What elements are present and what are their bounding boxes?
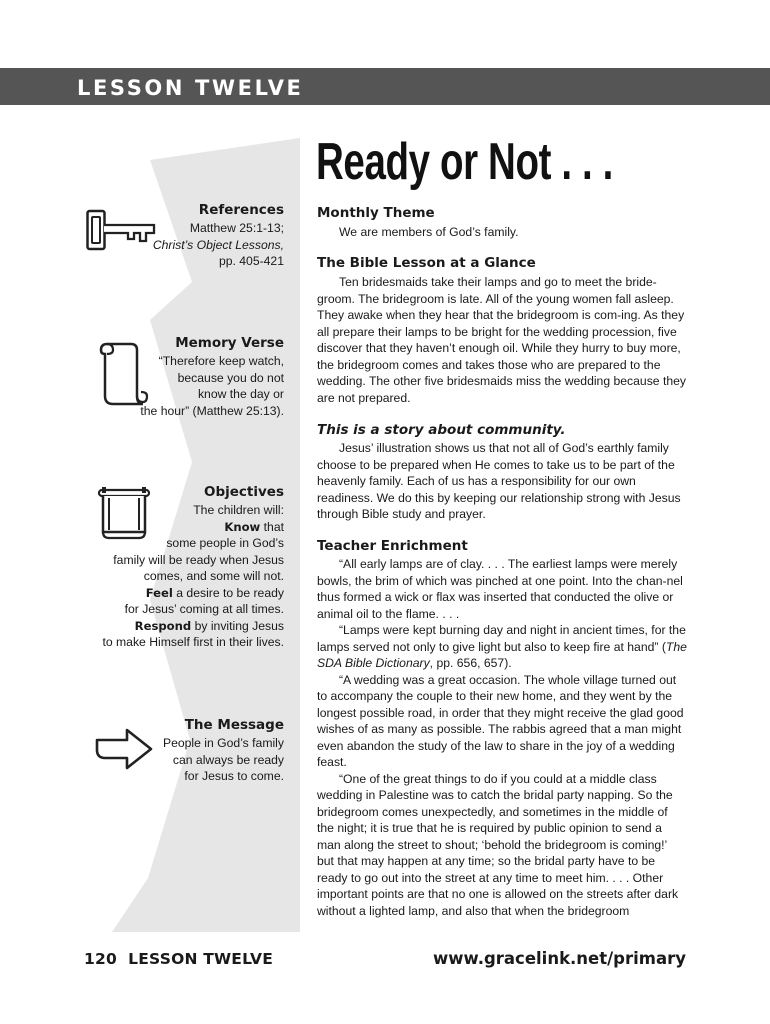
objectives-line: for Jesus’ coming at all times.	[124, 602, 284, 616]
references-heading: References	[198, 202, 284, 218]
message-heading: The Message	[184, 717, 284, 733]
message-line: can always be ready	[172, 752, 284, 767]
enrichment-text-span: , pp. 656, 657).	[429, 656, 512, 670]
objectives-text: a desire to be ready	[172, 585, 284, 600]
book-title: The SDA Bible Dictionary	[317, 639, 687, 670]
objectives-text: that	[260, 519, 284, 534]
memory-verse-line: know the day or	[197, 387, 284, 401]
memory-verse-line: the hour” (Matthew 25:13).	[140, 403, 284, 418]
enrichment-paragraph	[317, 622, 687, 672]
memory-verse-line: “Therefore keep watch,	[158, 354, 284, 368]
glance-text	[317, 274, 687, 406]
message-block	[163, 716, 284, 785]
enrichment-paragraph: “All early lamps are of clay. . . . The earliest lamps were merely bowls, the brim of which was pinched at one point. Into the chan-nel thus formed a wick or flax was inserted that conducted the olive or animal oil to the flame. . . .	[317, 557, 683, 621]
enrichment-paragraph: “One of the great things to do if you could at a middle class wedding in Palestine was to catch the bridal party napping. So the bridegroom comes unexpectedly, and sometimes in the middle of the night; it is true that he is required by public opinion to send a man along the street to shout; ‘behold the bridegroom is coming!’ but that may happen at any time; so the bridal party have to be ready to go out into the street at any time to meet him. . . . Other important points are that no one is allowed on the streets after dark without a lighted lamp, and also that when the bridegroom	[317, 771, 679, 918]
footer-page-label	[84, 950, 273, 968]
objectives-line: some people in God’s	[166, 536, 284, 550]
message-line: for Jesus to come.	[184, 769, 284, 783]
community-text	[317, 440, 687, 523]
memory-verse-line: because you do not	[177, 370, 284, 385]
glance-heading: The Bible Lesson at a Glance	[317, 255, 536, 271]
objectives-line: The children will:	[193, 503, 284, 517]
objectives-line: family will be ready when Jesus	[113, 552, 284, 567]
references-block	[153, 201, 284, 270]
objectives-heading: Objectives	[204, 484, 284, 500]
objectives-line: to make Himself first in their lives.	[102, 635, 284, 649]
respond-label: Respond	[134, 618, 192, 633]
page-number: 120	[84, 950, 117, 968]
memory-verse-block	[140, 334, 284, 419]
objectives-block	[102, 483, 284, 651]
footer-lesson-label: LESSON TWELVE	[128, 950, 273, 968]
monthly-theme-text	[317, 224, 687, 241]
monthly-theme-paragraph: We are members of God’s family.	[339, 225, 519, 239]
enrichment-paragraph: “A wedding was a great occasion. The whole village turned out to accompany the couple to their new home, and they went by the longest possible road, in order that they might receive the glad good wishes of as many as possible. The rabbis agreed that a man might even abandon the study of the law to share in the joy of a wedding feast.	[317, 672, 684, 769]
references-line: Christ’s Object Lessons,	[152, 237, 284, 252]
feel-label: Feel	[145, 585, 173, 600]
page-title: Ready or Not . . .	[316, 133, 613, 191]
objectives-line	[102, 585, 284, 602]
key-icon	[86, 207, 158, 253]
monthly-theme-heading: Monthly Theme	[317, 205, 435, 221]
objectives-text: by inviting Jesus	[191, 618, 284, 633]
banner-title: LESSON TWELVE	[77, 76, 304, 100]
know-label: Know	[224, 519, 261, 534]
glance-paragraph: Ten bridesmaids take their lamps and go to meet the bride-groom. The bridegroom is late. All of the young women fall asleep. They awake when they hear that the bridegroom is com-ing. As they all prepare their lamps to be bright for the wedding procession, five discover that they haven’t enough oil. While they hurry to buy more, the bridegroom comes and takes those who are prepared to the wedding. The other five bridesmaids miss the wedding because they are not prepared.	[317, 275, 686, 405]
message-line: People in God’s family	[162, 736, 284, 750]
arrow-icon	[93, 726, 155, 772]
community-heading: This is a story about community.	[317, 422, 566, 438]
community-paragraph: Jesus’ illustration shows us that not all of God’s earthly family choose to be prepared when He comes to take us to be part of the heavenly family. Each of us has a responsibility for our own readiness. We do this by keeping our relationship strong with Jesus through Bible study and prayer.	[317, 441, 681, 521]
references-line: pp. 405-421	[218, 254, 284, 268]
memory-verse-heading: Memory Verse	[175, 335, 284, 351]
enrichment-text	[317, 556, 687, 919]
objectives-line: comes, and some will not.	[143, 569, 284, 583]
objectives-line	[102, 618, 284, 635]
footer-url[interactable]: www.gracelink.net/primary	[433, 949, 686, 968]
objectives-line	[102, 519, 284, 536]
enrichment-heading: Teacher Enrichment	[317, 538, 468, 554]
enrichment-text-span: “Lamps were kept burning day and night in ancient times, for the lamps served not only to give light but also to keep fire at hand” (	[317, 623, 686, 654]
references-line: Matthew 25:1-13;	[189, 221, 284, 235]
